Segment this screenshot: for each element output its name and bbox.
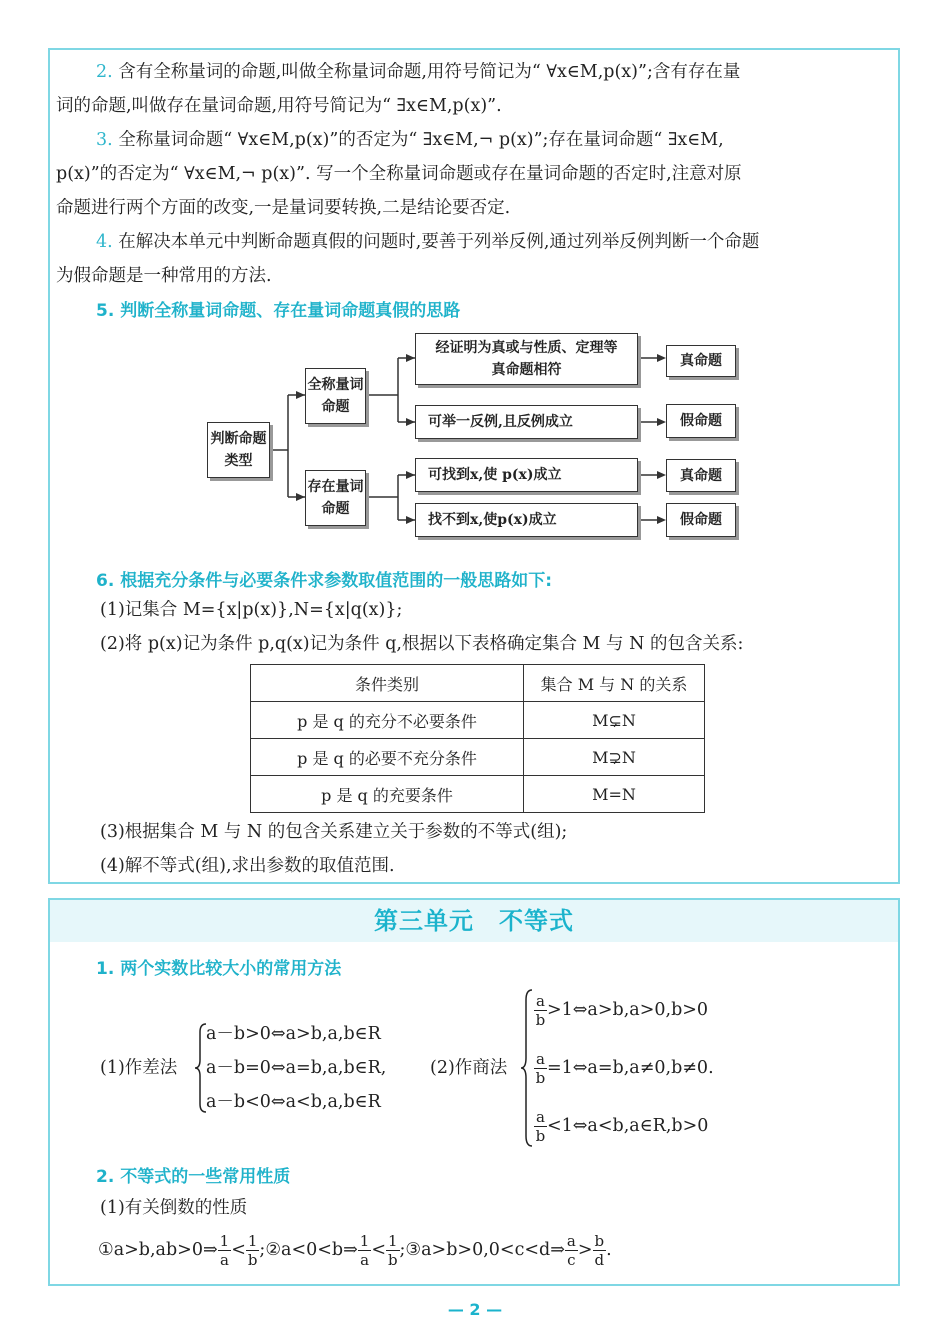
quot-line-2: $\frac{a}{b}$ =1⇔a=b,a≠0,b≠0. <box>535 1050 714 1087</box>
diff-line-2: a－b=0⇔a=b,a,b∈R, <box>206 1058 387 1078</box>
table-cell: M⊋N <box>524 739 705 776</box>
table-cell: p 是 q 的必要不充分条件 <box>251 739 524 776</box>
left-brace-icon <box>520 988 534 1148</box>
flow-e2-node: 找不到x,使p(x)成立 <box>415 503 638 537</box>
s1-heading: 1. 两个实数比较大小的常用方法 <box>96 959 342 979</box>
step-2: (2)将 p(x)记为条件 p,q(x)记为条件 q,根据以下表格确定集合 M 与 N 的包含关系: <box>100 634 744 654</box>
condition-table <box>250 664 705 813</box>
flow-universal-node: 全称量词命题 <box>305 368 366 424</box>
page-number: — 2 — <box>447 1300 503 1319</box>
flow-u1-node: 经证明为真或与性质、定理等真命题相符 <box>415 333 638 385</box>
table-cell: p 是 q 的充分不必要条件 <box>251 702 524 739</box>
quot-line-1: $\frac{a}{b}$ >1⇔a>b,a>0,b>0 <box>535 992 709 1029</box>
table-row <box>251 702 705 739</box>
table-header: 条件类别 <box>251 665 524 702</box>
s2-subheading: (1)有关倒数的性质 <box>100 1198 248 1218</box>
item-3-line3: 命题进行两个方面的改变,一是量词要转换,二是结论要否定. <box>56 198 511 218</box>
flow-true-node-1: 真命题 <box>666 345 736 377</box>
reciprocal-properties: ①a>b,ab>0⇒ $\frac{1}{a}$ < $\frac{1}{b}$ ;②a<0<b⇒ $\frac{1}{a}$ < $\frac{1}{b}$ ;③a>b>0,0<c<d⇒ $\frac{a}{c}$ > $\frac{b}{d}$ . <box>98 1232 612 1269</box>
item-2-line2: 词的命题,叫做存在量词命题,用符号简记为“ ∃x∈M,p(x)”. <box>56 96 502 116</box>
item-4-line1: 4. 在解决本单元中判断命题真假的问题时,要善于列举反例,通过列举反例判断一个命题 <box>96 232 760 252</box>
flow-u2-node: 可举一反例,且反例成立 <box>415 405 638 439</box>
item-3-line1: 3. 全称量词命题“ ∀x∈M,p(x)”的否定为“ ∃x∈M,¬ p(x)”;存在量词命题“ ∃x∈M, <box>96 130 724 150</box>
s2-heading: 2. 不等式的一些常用性质 <box>96 1167 291 1187</box>
step-4: (4)解不等式(组),求出参数的取值范围. <box>100 856 395 876</box>
flow-e1-node: 可找到x,使 p(x)成立 <box>415 458 638 492</box>
quot-label: (2)作商法 <box>430 1058 508 1078</box>
heading-5: 5. 判断全称量词命题、存在量词命题真假的思路 <box>96 301 461 321</box>
flow-root-node: 判断命题类型 <box>207 422 270 478</box>
table-row <box>251 776 705 813</box>
flow-existential-node: 存在量词命题 <box>305 470 366 526</box>
table-cell: p 是 q 的充要条件 <box>251 776 524 813</box>
diff-line-1: a－b>0⇔a>b,a,b∈R <box>206 1024 381 1044</box>
quot-line-3: $\frac{a}{b}$ <1⇔a<b,a∈R,b>0 <box>535 1108 709 1145</box>
item-3-line2: p(x)”的否定为“ ∀x∈M,¬ p(x)”. 写一个全称量词命题或存在量词命题的否定时,注意对原 <box>56 164 742 184</box>
step-1: (1)记集合 M={x|p(x)},N={x|q(x)}; <box>100 600 403 620</box>
table-cell: M⊊N <box>524 702 705 739</box>
table-row <box>251 739 705 776</box>
flow-false-node-2: 假命题 <box>666 503 736 537</box>
item-2-line1: 2. 含有全称量词的命题,叫做全称量词命题,用符号简记为“ ∀x∈M,p(x)”;含有存在量 <box>96 62 741 82</box>
unit-title: 第三单元 不等式 <box>50 900 898 942</box>
flow-true-node-2: 真命题 <box>666 459 736 492</box>
heading-6: 6. 根据充分条件与必要条件求参数取值范围的一般思路如下: <box>96 571 553 591</box>
step-3: (3)根据集合 M 与 N 的包含关系建立关于参数的不等式(组); <box>100 822 568 842</box>
diff-label: (1)作差法 <box>100 1058 178 1078</box>
flow-false-node-1: 假命题 <box>666 404 736 438</box>
diff-line-3: a－b<0⇔a<b,a,b∈R <box>206 1092 381 1112</box>
table-cell: M=N <box>524 776 705 813</box>
item-4-line2: 为假命题是一种常用的方法. <box>56 266 272 286</box>
table-header: 集合 M 与 N 的关系 <box>524 665 705 702</box>
